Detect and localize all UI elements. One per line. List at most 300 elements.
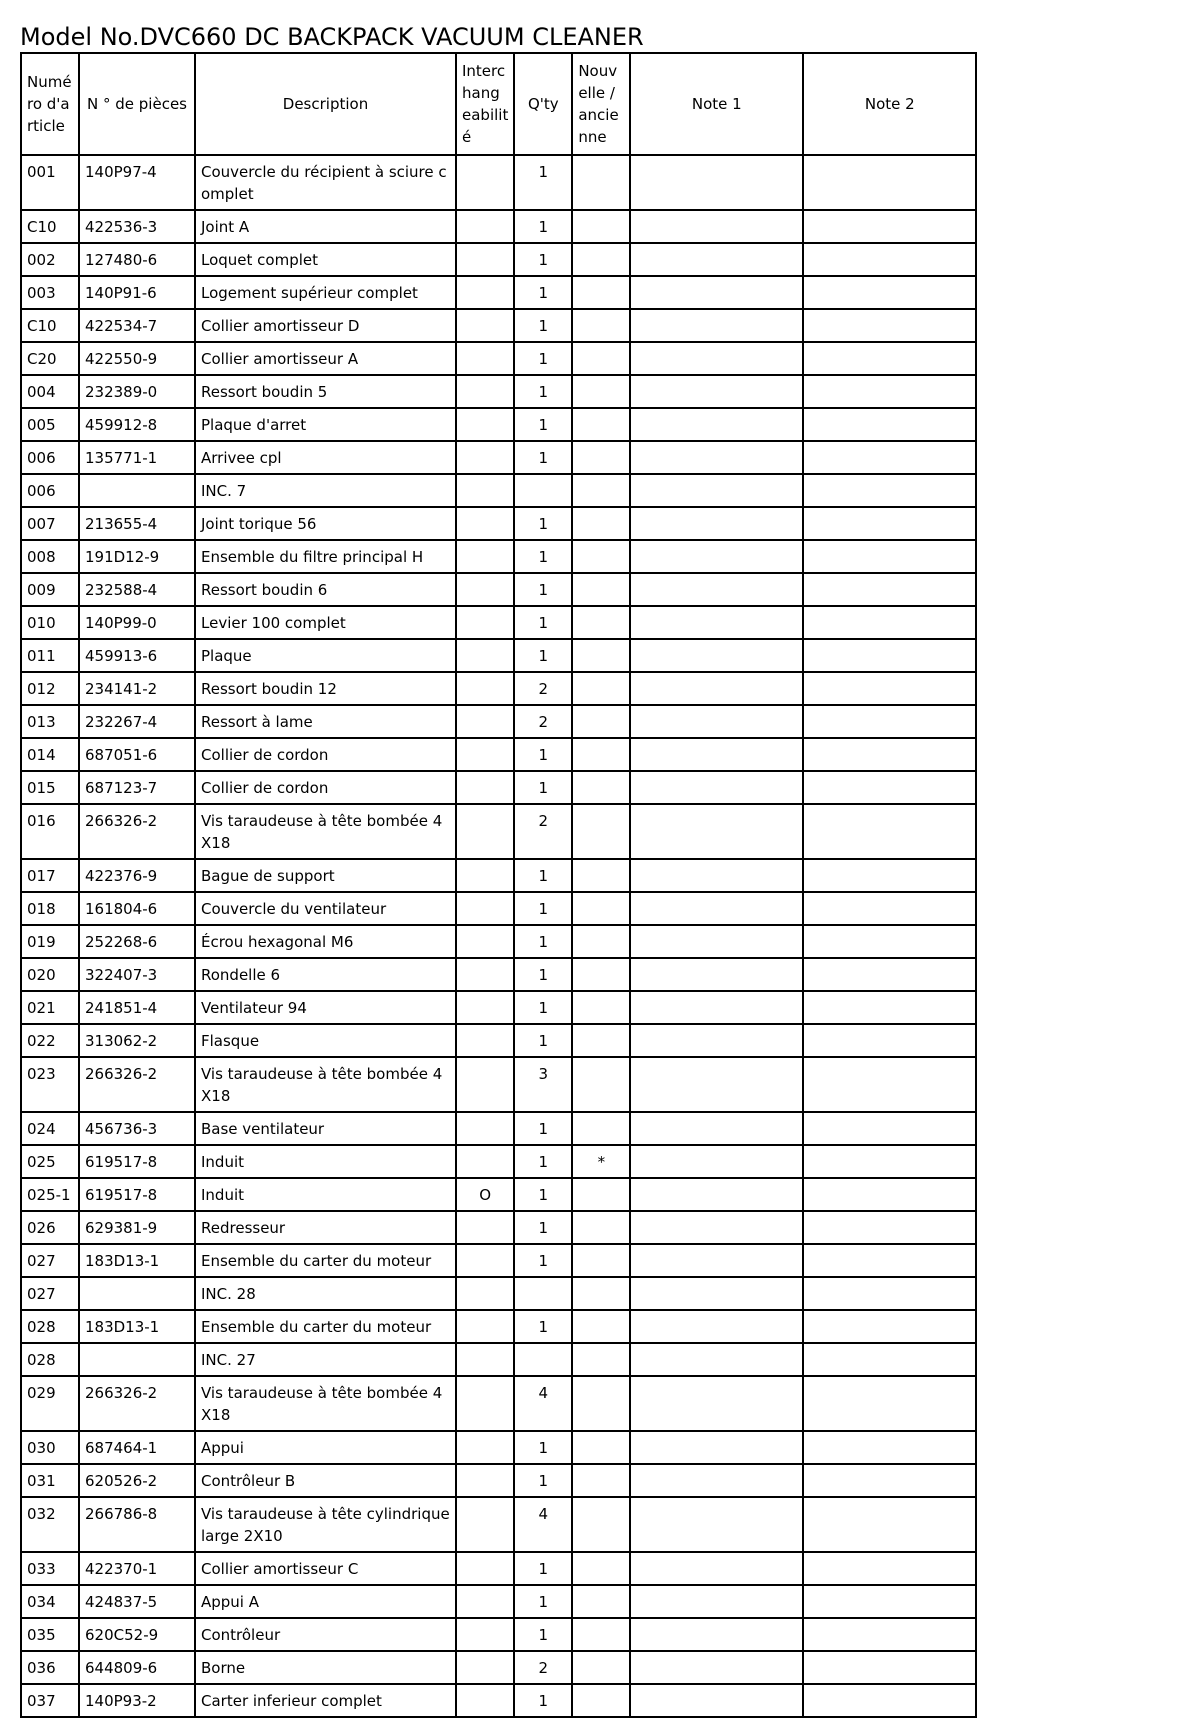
interchangeability-cell — [456, 892, 514, 925]
note1-cell — [630, 1178, 803, 1211]
qty-cell: 1 — [514, 1211, 572, 1244]
qty-cell: 1 — [514, 441, 572, 474]
note1-cell — [630, 573, 803, 606]
table-row — [21, 1618, 976, 1651]
note2-cell — [803, 606, 976, 639]
new-old-cell — [572, 210, 630, 243]
new-old-cell — [572, 342, 630, 375]
note1-cell — [630, 804, 803, 859]
description-cell: Redresseur — [195, 1211, 456, 1244]
description-cell: Carter inferieur complet — [195, 1684, 456, 1717]
part-no-cell: 135771-1 — [79, 441, 195, 474]
description-cell: Collier amortisseur A — [195, 342, 456, 375]
new-old-cell — [572, 672, 630, 705]
qty-cell: 1 — [514, 1585, 572, 1618]
qty-cell: 1 — [514, 859, 572, 892]
note2-cell — [803, 573, 976, 606]
interchangeability-cell — [456, 1552, 514, 1585]
interchangeability-cell — [456, 1585, 514, 1618]
part-no-cell: 620526-2 — [79, 1464, 195, 1497]
item-no-cell: 004 — [21, 375, 79, 408]
note1-cell — [630, 1684, 803, 1717]
note2-cell — [803, 210, 976, 243]
item-no-cell: 025-1 — [21, 1178, 79, 1211]
item-no-cell: 015 — [21, 771, 79, 804]
note1-cell — [630, 771, 803, 804]
qty-cell: 1 — [514, 771, 572, 804]
interchangeability-cell — [456, 925, 514, 958]
description-cell: Arrivee cpl — [195, 441, 456, 474]
description-cell: Ressort boudin 5 — [195, 375, 456, 408]
table-row — [21, 705, 976, 738]
item-no-cell: 012 — [21, 672, 79, 705]
note1-cell — [630, 1552, 803, 1585]
note2-cell — [803, 155, 976, 210]
new-old-cell: * — [572, 1145, 630, 1178]
interchangeability-cell — [456, 1244, 514, 1277]
item-no-cell: 028 — [21, 1310, 79, 1343]
interchangeability-cell: O — [456, 1178, 514, 1211]
table-row — [21, 804, 976, 859]
part-no-cell: 619517-8 — [79, 1145, 195, 1178]
table-row — [21, 1431, 976, 1464]
item-no-cell: 007 — [21, 507, 79, 540]
description-cell: Vis taraudeuse à tête cylindrique large 2X10 — [195, 1497, 456, 1552]
note2-cell — [803, 1343, 976, 1376]
item-no-cell: 023 — [21, 1057, 79, 1112]
parts-table-body — [21, 155, 976, 1717]
table-row — [21, 1057, 976, 1112]
table-row — [21, 1024, 976, 1057]
table-row — [21, 507, 976, 540]
new-old-cell — [572, 958, 630, 991]
part-no-cell: 644809-6 — [79, 1651, 195, 1684]
description-cell: INC. 7 — [195, 474, 456, 507]
description-cell: Ressort boudin 6 — [195, 573, 456, 606]
table-row — [21, 540, 976, 573]
item-no-cell: 018 — [21, 892, 79, 925]
item-no-cell: 016 — [21, 804, 79, 859]
note1-cell — [630, 606, 803, 639]
item-no-cell: 017 — [21, 859, 79, 892]
interchangeability-cell — [456, 1024, 514, 1057]
interchangeability-cell — [456, 276, 514, 309]
description-cell: Vis taraudeuse à tête bombée 4X18 — [195, 804, 456, 859]
interchangeability-cell — [456, 1310, 514, 1343]
note1-cell — [630, 342, 803, 375]
part-no-cell: 424837-5 — [79, 1585, 195, 1618]
qty-cell: 1 — [514, 276, 572, 309]
new-old-cell — [572, 859, 630, 892]
interchangeability-cell — [456, 507, 514, 540]
note2-cell — [803, 540, 976, 573]
note2-cell — [803, 1651, 976, 1684]
part-no-cell: 140P97-4 — [79, 155, 195, 210]
interchangeability-cell — [456, 155, 514, 210]
note1-cell — [630, 540, 803, 573]
interchangeability-cell — [456, 991, 514, 1024]
qty-cell: 1 — [514, 1618, 572, 1651]
table-row — [21, 771, 976, 804]
new-old-cell — [572, 991, 630, 1024]
qty-cell: 2 — [514, 804, 572, 859]
table-row — [21, 1497, 976, 1552]
new-old-cell — [572, 1464, 630, 1497]
qty-cell: 1 — [514, 408, 572, 441]
interchangeability-cell — [456, 309, 514, 342]
description-cell: Levier 100 complet — [195, 606, 456, 639]
note2-cell — [803, 738, 976, 771]
item-no-cell: 022 — [21, 1024, 79, 1057]
qty-cell: 1 — [514, 342, 572, 375]
interchangeability-cell — [456, 408, 514, 441]
new-old-cell — [572, 705, 630, 738]
qty-cell — [514, 1277, 572, 1310]
item-no-cell: 029 — [21, 1376, 79, 1431]
qty-cell: 1 — [514, 925, 572, 958]
item-no-cell: 026 — [21, 1211, 79, 1244]
description-cell: Collier amortisseur D — [195, 309, 456, 342]
new-old-cell — [572, 375, 630, 408]
note1-cell — [630, 276, 803, 309]
new-old-cell — [572, 1552, 630, 1585]
new-old-cell — [572, 1497, 630, 1552]
item-no-cell: 013 — [21, 705, 79, 738]
description-cell: Vis taraudeuse à tête bombée 4X18 — [195, 1057, 456, 1112]
interchangeability-cell — [456, 1431, 514, 1464]
description-cell: Ventilateur 94 — [195, 991, 456, 1024]
table-row — [21, 1651, 976, 1684]
description-cell: Couvercle du ventilateur — [195, 892, 456, 925]
header-part-no: N ° de pièces — [79, 53, 195, 155]
qty-cell: 1 — [514, 639, 572, 672]
part-no-cell: 687123-7 — [79, 771, 195, 804]
table-row — [21, 1684, 976, 1717]
qty-cell: 4 — [514, 1376, 572, 1431]
interchangeability-cell — [456, 1497, 514, 1552]
page-title: Model No.DVC660 DC BACKPACK VACUUM CLEANER — [20, 23, 644, 51]
note1-cell — [630, 738, 803, 771]
qty-cell — [514, 474, 572, 507]
new-old-cell — [572, 1376, 630, 1431]
qty-cell — [514, 1343, 572, 1376]
note1-cell — [630, 1376, 803, 1431]
description-cell: Ressort à lame — [195, 705, 456, 738]
note2-cell — [803, 342, 976, 375]
note1-cell — [630, 441, 803, 474]
note2-cell — [803, 1552, 976, 1585]
part-no-cell: 232389-0 — [79, 375, 195, 408]
part-no-cell: 213655-4 — [79, 507, 195, 540]
table-row — [21, 342, 976, 375]
table-row — [21, 276, 976, 309]
table-row — [21, 958, 976, 991]
new-old-cell — [572, 1310, 630, 1343]
new-old-cell — [572, 408, 630, 441]
note1-cell — [630, 1211, 803, 1244]
note1-cell — [630, 155, 803, 210]
description-cell: Plaque d'arret — [195, 408, 456, 441]
item-no-cell: 035 — [21, 1618, 79, 1651]
item-no-cell: 034 — [21, 1585, 79, 1618]
description-cell: Couvercle du récipient à sciure complet — [195, 155, 456, 210]
part-no-cell: 687051-6 — [79, 738, 195, 771]
qty-cell: 2 — [514, 672, 572, 705]
note2-cell — [803, 958, 976, 991]
note2-cell — [803, 705, 976, 738]
interchangeability-cell — [456, 1211, 514, 1244]
note2-cell — [803, 507, 976, 540]
qty-cell: 2 — [514, 705, 572, 738]
interchangeability-cell — [456, 441, 514, 474]
note2-cell — [803, 1585, 976, 1618]
new-old-cell — [572, 1431, 630, 1464]
description-cell: Induit — [195, 1145, 456, 1178]
table-row — [21, 738, 976, 771]
note2-cell — [803, 1431, 976, 1464]
new-old-cell — [572, 1651, 630, 1684]
table-row — [21, 1178, 976, 1211]
interchangeability-cell — [456, 1618, 514, 1651]
note2-cell — [803, 1684, 976, 1717]
description-cell: Ressort boudin 12 — [195, 672, 456, 705]
description-cell: Ensemble du filtre principal H — [195, 540, 456, 573]
qty-cell: 1 — [514, 738, 572, 771]
table-row — [21, 408, 976, 441]
new-old-cell — [572, 1244, 630, 1277]
part-no-cell: 252268-6 — [79, 925, 195, 958]
part-no-cell: 422536-3 — [79, 210, 195, 243]
note2-cell — [803, 408, 976, 441]
table-row — [21, 1585, 976, 1618]
table-row — [21, 1145, 976, 1178]
table-row — [21, 1211, 976, 1244]
header-description: Description — [195, 53, 456, 155]
qty-cell: 1 — [514, 540, 572, 573]
part-no-cell: 629381-9 — [79, 1211, 195, 1244]
note2-cell — [803, 925, 976, 958]
note2-cell — [803, 309, 976, 342]
new-old-cell — [572, 1343, 630, 1376]
description-cell: Collier amortisseur C — [195, 1552, 456, 1585]
note2-cell — [803, 1057, 976, 1112]
part-no-cell: 266326-2 — [79, 1057, 195, 1112]
note2-cell — [803, 1497, 976, 1552]
table-row — [21, 243, 976, 276]
interchangeability-cell — [456, 1376, 514, 1431]
note2-cell — [803, 672, 976, 705]
interchangeability-cell — [456, 1145, 514, 1178]
item-no-cell: 031 — [21, 1464, 79, 1497]
note2-cell — [803, 991, 976, 1024]
part-no-cell: 422534-7 — [79, 309, 195, 342]
note1-cell — [630, 958, 803, 991]
header-note2: Note 2 — [803, 53, 976, 155]
interchangeability-cell — [456, 804, 514, 859]
note2-cell — [803, 375, 976, 408]
note1-cell — [630, 243, 803, 276]
note2-cell — [803, 276, 976, 309]
qty-cell: 3 — [514, 1057, 572, 1112]
part-no-cell — [79, 1343, 195, 1376]
part-no-cell: 620C52-9 — [79, 1618, 195, 1651]
table-row — [21, 309, 976, 342]
table-row — [21, 991, 976, 1024]
item-no-cell: 027 — [21, 1244, 79, 1277]
part-no-cell: 127480-6 — [79, 243, 195, 276]
description-cell: Collier de cordon — [195, 738, 456, 771]
note2-cell — [803, 243, 976, 276]
qty-cell: 1 — [514, 1024, 572, 1057]
description-cell: Contrôleur — [195, 1618, 456, 1651]
interchangeability-cell — [456, 1112, 514, 1145]
note2-cell — [803, 771, 976, 804]
parts-table — [20, 52, 977, 1718]
table-row — [21, 672, 976, 705]
description-cell: INC. 27 — [195, 1343, 456, 1376]
description-cell: Écrou hexagonal M6 — [195, 925, 456, 958]
part-no-cell: 266326-2 — [79, 804, 195, 859]
qty-cell: 1 — [514, 375, 572, 408]
table-row — [21, 210, 976, 243]
interchangeability-cell — [456, 738, 514, 771]
part-no-cell: 322407-3 — [79, 958, 195, 991]
table-row — [21, 892, 976, 925]
description-cell: Ensemble du carter du moteur — [195, 1310, 456, 1343]
note2-cell — [803, 1024, 976, 1057]
part-no-cell: 619517-8 — [79, 1178, 195, 1211]
interchangeability-cell — [456, 1651, 514, 1684]
description-cell: Contrôleur B — [195, 1464, 456, 1497]
table-row — [21, 1343, 976, 1376]
new-old-cell — [572, 441, 630, 474]
new-old-cell — [572, 540, 630, 573]
item-no-cell: 024 — [21, 1112, 79, 1145]
note1-cell — [630, 1310, 803, 1343]
header-interchangeability: Interc hang eabilit é — [456, 53, 514, 155]
description-cell: Borne — [195, 1651, 456, 1684]
item-no-cell: 005 — [21, 408, 79, 441]
note1-cell — [630, 892, 803, 925]
table-row — [21, 1244, 976, 1277]
item-no-cell: 006 — [21, 441, 79, 474]
note1-cell — [630, 1343, 803, 1376]
header-item-no: Numé ro d'a rticle — [21, 53, 79, 155]
new-old-cell — [572, 892, 630, 925]
qty-cell: 1 — [514, 958, 572, 991]
description-cell: Joint torique 56 — [195, 507, 456, 540]
part-no-cell: 456736-3 — [79, 1112, 195, 1145]
part-no-cell: 140P99-0 — [79, 606, 195, 639]
note1-cell — [630, 859, 803, 892]
interchangeability-cell — [456, 540, 514, 573]
part-no-cell: 266786-8 — [79, 1497, 195, 1552]
new-old-cell — [572, 1277, 630, 1310]
note2-cell — [803, 1145, 976, 1178]
interchangeability-cell — [456, 672, 514, 705]
description-cell: Bague de support — [195, 859, 456, 892]
qty-cell: 1 — [514, 892, 572, 925]
item-no-cell: 033 — [21, 1552, 79, 1585]
note1-cell — [630, 1277, 803, 1310]
note1-cell — [630, 408, 803, 441]
part-no-cell: 422376-9 — [79, 859, 195, 892]
qty-cell: 1 — [514, 991, 572, 1024]
part-no-cell: 183D13-1 — [79, 1310, 195, 1343]
qty-cell: 1 — [514, 1145, 572, 1178]
interchangeability-cell — [456, 859, 514, 892]
interchangeability-cell — [456, 1464, 514, 1497]
item-no-cell: 032 — [21, 1497, 79, 1552]
interchangeability-cell — [456, 375, 514, 408]
new-old-cell — [572, 276, 630, 309]
note1-cell — [630, 1464, 803, 1497]
new-old-cell — [572, 1585, 630, 1618]
description-cell: INC. 28 — [195, 1277, 456, 1310]
item-no-cell: C10 — [21, 309, 79, 342]
part-no-cell: 241851-4 — [79, 991, 195, 1024]
header-row — [21, 53, 976, 155]
table-row — [21, 1277, 976, 1310]
part-no-cell — [79, 1277, 195, 1310]
new-old-cell — [572, 507, 630, 540]
note1-cell — [630, 309, 803, 342]
part-no-cell: 313062-2 — [79, 1024, 195, 1057]
part-no-cell: 232588-4 — [79, 573, 195, 606]
item-no-cell: 020 — [21, 958, 79, 991]
description-cell: Rondelle 6 — [195, 958, 456, 991]
new-old-cell — [572, 243, 630, 276]
new-old-cell — [572, 1684, 630, 1717]
note2-cell — [803, 474, 976, 507]
note2-cell — [803, 1310, 976, 1343]
qty-cell: 1 — [514, 309, 572, 342]
new-old-cell — [572, 573, 630, 606]
description-cell: Ensemble du carter du moteur — [195, 1244, 456, 1277]
new-old-cell — [572, 155, 630, 210]
item-no-cell: 036 — [21, 1651, 79, 1684]
interchangeability-cell — [456, 705, 514, 738]
item-no-cell: 010 — [21, 606, 79, 639]
table-row — [21, 155, 976, 210]
new-old-cell — [572, 738, 630, 771]
table-row — [21, 1552, 976, 1585]
table-row — [21, 1464, 976, 1497]
new-old-cell — [572, 1024, 630, 1057]
item-no-cell: C10 — [21, 210, 79, 243]
new-old-cell — [572, 1178, 630, 1211]
note2-cell — [803, 892, 976, 925]
qty-cell: 1 — [514, 210, 572, 243]
part-no-cell: 459913-6 — [79, 639, 195, 672]
description-cell: Vis taraudeuse à tête bombée 4X18 — [195, 1376, 456, 1431]
qty-cell: 1 — [514, 155, 572, 210]
note1-cell — [630, 1244, 803, 1277]
description-cell: Logement supérieur complet — [195, 276, 456, 309]
note1-cell — [630, 507, 803, 540]
note1-cell — [630, 705, 803, 738]
note1-cell — [630, 1585, 803, 1618]
qty-cell: 2 — [514, 1651, 572, 1684]
table-row — [21, 606, 976, 639]
description-cell: Joint A — [195, 210, 456, 243]
part-no-cell: 140P93-2 — [79, 1684, 195, 1717]
interchangeability-cell — [456, 1057, 514, 1112]
qty-cell: 1 — [514, 243, 572, 276]
description-cell: Induit — [195, 1178, 456, 1211]
note2-cell — [803, 1277, 976, 1310]
item-no-cell: 001 — [21, 155, 79, 210]
